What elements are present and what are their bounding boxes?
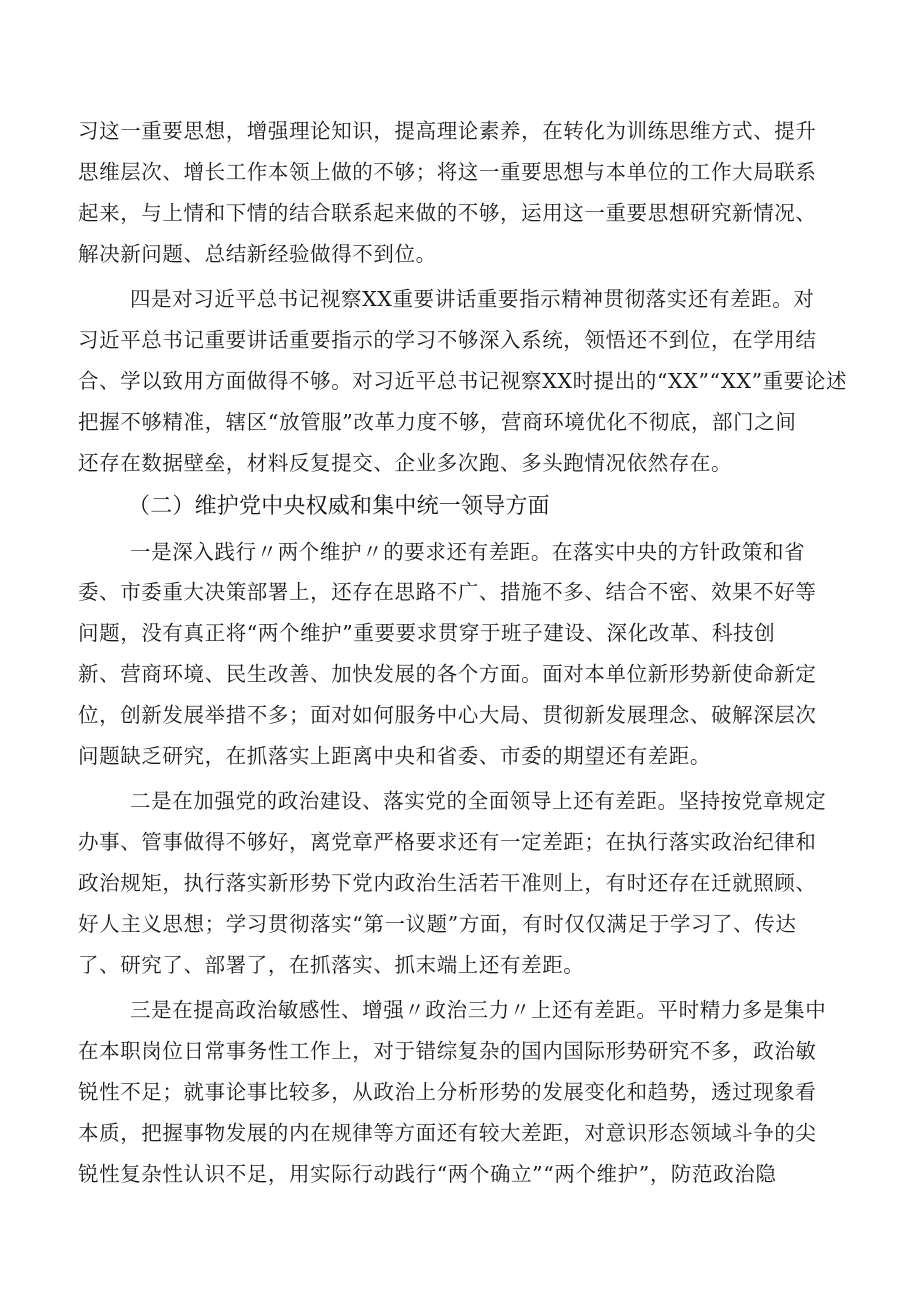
paragraph-line: 问题缺乏研究，在抓落实上距离中央和省委、市委的期望还有差距。 bbox=[78, 744, 711, 768]
paragraph-line: 锐性复杂性认识不足，用实际行动践行“两个确立”“两个维护”，防范政治隐 bbox=[78, 1162, 777, 1186]
paragraph-line: 把握不够精准，辖区“放管服”改革力度不够，营商环境优化不彻底，部门之间 bbox=[78, 410, 797, 434]
paragraph-line: 政治规矩，执行落实新形势下党内政治生活若干准则上，有时还存在迁就照顾、 bbox=[78, 871, 817, 895]
paragraph-line: 办事、管事做得不够好，离党章严格要求还有一定差距；在执行落实政治纪律和 bbox=[78, 830, 817, 854]
paragraph-line: 在本职岗位日常事务性工作上，对于错综复杂的国内国际形势研究不多，政治敏 bbox=[78, 1039, 817, 1063]
paragraph-line: 习这一重要思想，增强理论知识，提高理论素养，在转化为训练思维方式、提升 bbox=[78, 119, 817, 143]
paragraph-line: 起来，与上情和下情的结合联系起来做的不够，运用这一重要思想研究新情况、 bbox=[78, 201, 817, 225]
section-heading: （二）维护党中央权威和集中统一领导方面 bbox=[128, 494, 550, 519]
paragraph-line: 位，创新发展举措不多；面对如何服务中心大局、贯彻新发展理念、破解深层次 bbox=[78, 703, 817, 727]
paragraph-line: 习近平总书记重要讲话重要指示的学习不够深入系统，领悟还不到位，在学用结 bbox=[78, 328, 817, 352]
paragraph-line: 四是对习近平总书记视察XX重要讲话重要指示精神贯彻落实还有差距。对 bbox=[130, 287, 815, 311]
paragraph-line: 合、学以致用方面做得不够。对习近平总书记视察XX时提出的“XX”“XX”重要论述 bbox=[78, 369, 848, 393]
paragraph-line: 委、市委重大决策部署上，还存在思路不广、措施不多、结合不密、效果不好等 bbox=[78, 580, 817, 604]
paragraph-line: 一是深入践行〃两个维护〃的要求还有差距。在落实中央的方针政策和省 bbox=[130, 540, 806, 564]
paragraph-line: 二是在加强党的政治建设、落实党的全面领导上还有差距。坚持按党章规定 bbox=[130, 789, 827, 813]
paragraph-line: 问题，没有真正将“两个维护”重要要求贯穿于班子建设、深化改革、科技创 bbox=[78, 621, 776, 645]
paragraph-line: 好人主义思想；学习贯彻落实“第一议题”方面，有时仅仅满足于学习了、传达 bbox=[78, 912, 797, 936]
paragraph-line: 本质，把握事物发展的内在规律等方面还有较大差距，对意识形态领域斗争的尖 bbox=[78, 1121, 817, 1145]
paragraph-line: 解决新问题、总结新经验做得不到位。 bbox=[78, 242, 437, 266]
paragraph-line: 新、营商环境、民生改善、加快发展的各个方面。面对本单位新形势新使命新定 bbox=[78, 662, 817, 686]
paragraph-line: 锐性不足；就事论事比较多，从政治上分析形势的发展变化和趋势，透过现象看 bbox=[78, 1080, 817, 1104]
paragraph-line: 还存在数据壁垒，材料反复提交、企业多次跑、多头跑情况依然存在。 bbox=[78, 451, 733, 475]
paragraph-line: 思维层次、增长工作本领上做的不够；将这一重要思想与本单位的工作大局联系 bbox=[78, 160, 817, 184]
paragraph-line: 三是在提高政治敏感性、增强〃政治三力〃上还有差距。平时精力多是集中 bbox=[130, 998, 827, 1022]
paragraph-line: 了、研究了、部署了，在抓落实、抓末端上还有差距。 bbox=[78, 953, 585, 977]
